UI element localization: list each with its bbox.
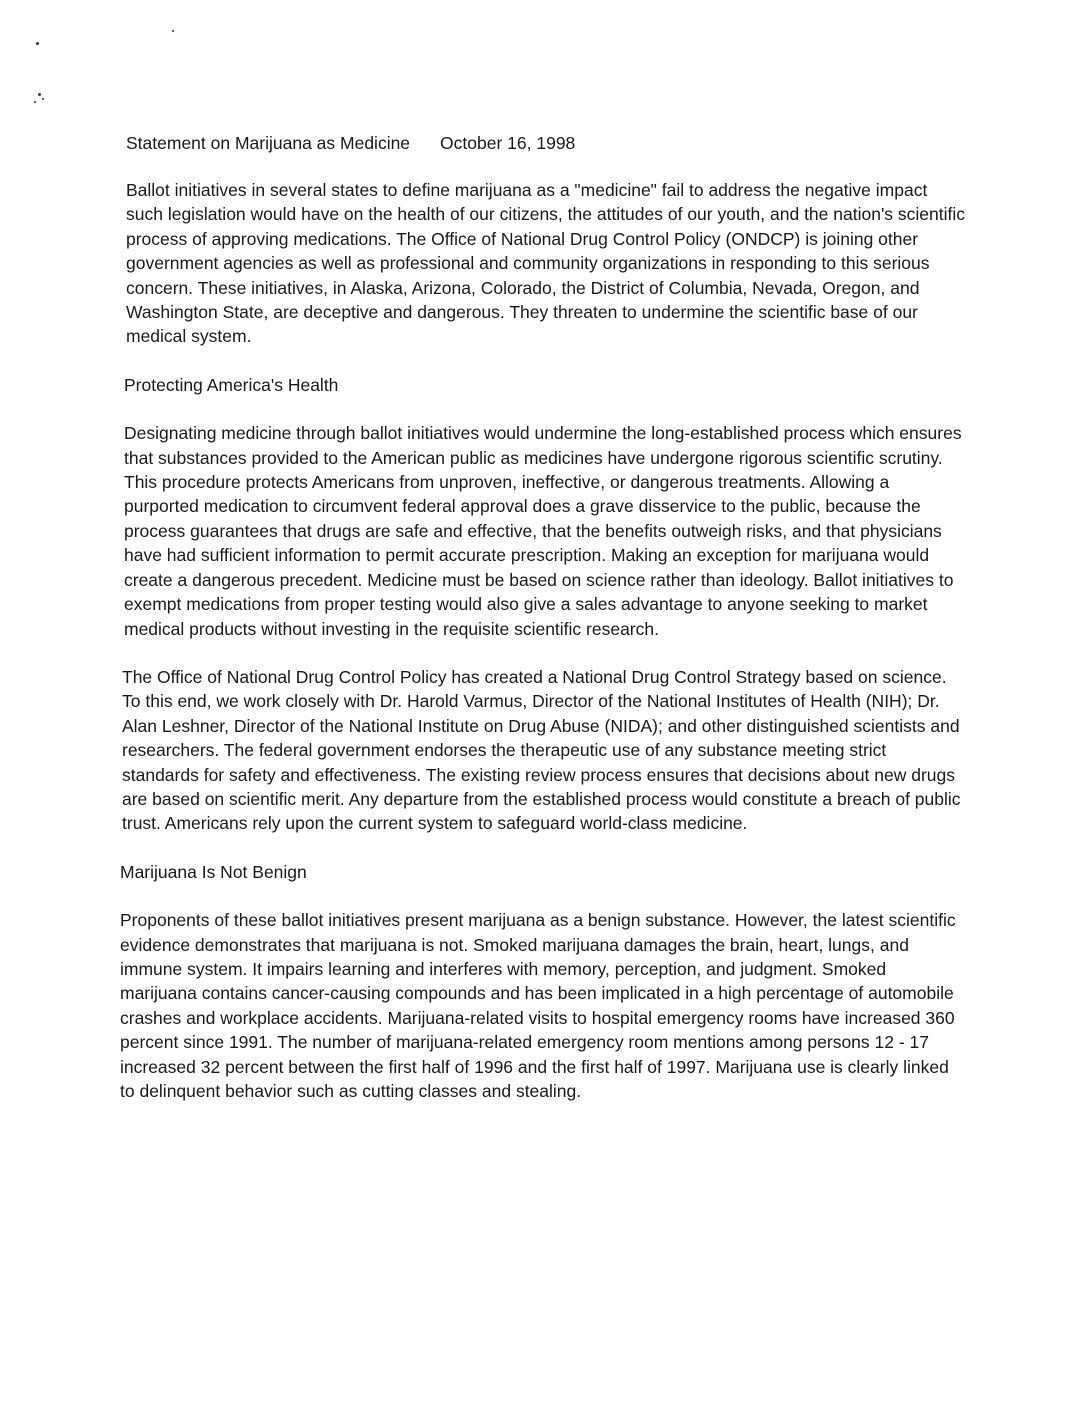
scan-speck (36, 42, 39, 45)
intro-paragraph: Ballot initiatives in several states to define marijuana as a "medicine" fail to address the negative impact such legislation would have on the health of our citizens, the attitudes of our youth, and the nation's scientific process of approving medications. The Office of National Drug Control Policy (ONDCP) is joining other government agencies as well as professional and community organizations in responding to this serious concern. These initiatives, in Alaska, Arizona, Colorado, the District of Columbia, Nevada, Oregon, and Washington State, are deceptive and dangerous. They threaten to undermine the scientific base of our medical system. (126, 180, 966, 347)
benign-paragraph: Proponents of these ballot initiatives present marijuana as a benign substance. However, the latest scientific evidence demonstrates that marijuana is not. Smoked marijuana damages the brain, heart, lungs, and immune system. It impairs learning and interferes with memory, perception, and judgment. Smoked marijuana contains cancer-causing compounds and has been implicated in a high percentage of automobile crashes and workplace accidents. Marijuana-related visits to hospital emergency rooms have increased 360 percent since 1991. The number of marijuana-related emergency room mentions among persons 12 - 17 increased 32 percent between the first half of 1996 and the first half of 1997. Marijuana use is clearly linked to delinquent behavior such as cutting classes and stealing. (120, 910, 956, 1101)
section-heading-benign: Marijuana Is Not Benign (120, 861, 307, 882)
section-heading-health: Protecting America's Health (124, 374, 339, 395)
document-title: Statement on Marijuana as Medicine (126, 133, 411, 153)
scan-speck (34, 101, 36, 103)
document-date: October 16, 1998 (440, 133, 576, 153)
scan-speck (38, 93, 41, 96)
scan-speck (172, 30, 174, 32)
health-paragraph: Designating medicine through ballot initiatives would undermine the long-established process which ensures that substances provided to the American public as medicines have undergone rigorous scientific scrutiny. This procedure protects Americans from unproven, ineffective, or dangerous treatments. Allowing a purported medication to circumvent federal approval does a grave disservice to the public, because the process guarantees that drugs are safe and effective, that the benefits outweigh risks, and that physicians have had sufficient information to permit accurate prescription. Making an exception for marijuana would create a dangerous precedent. Medicine must be based on science rather than ideology. Ballot initiatives to exempt medications from proper testing would also give a sales advantage to anyone seeking to market medical products without investing in the requisite scientific research. (124, 423, 962, 639)
document-body (120, 131, 965, 1127)
strategy-paragraph: The Office of National Drug Control Policy has created a National Drug Control Strategy based on science. To this end, we work closely with Dr. Harold Varmus, Director of the National Institutes of Health (NIH); Dr. Alan Leshner, Director of the National Institute on Drug Abuse (NIDA); and other distinguished scientists and researchers. The federal government endorses the therapeutic use of any substance meeting strict standards for safety and effectiveness. The existing review process ensures that decisions about new drugs are based on scientific merit. Any departure from the established process would constitute a breach of public trust. Americans rely upon the current system to safeguard world-class medicine. (122, 666, 961, 834)
document-header (126, 131, 965, 155)
scan-speck (42, 98, 44, 100)
